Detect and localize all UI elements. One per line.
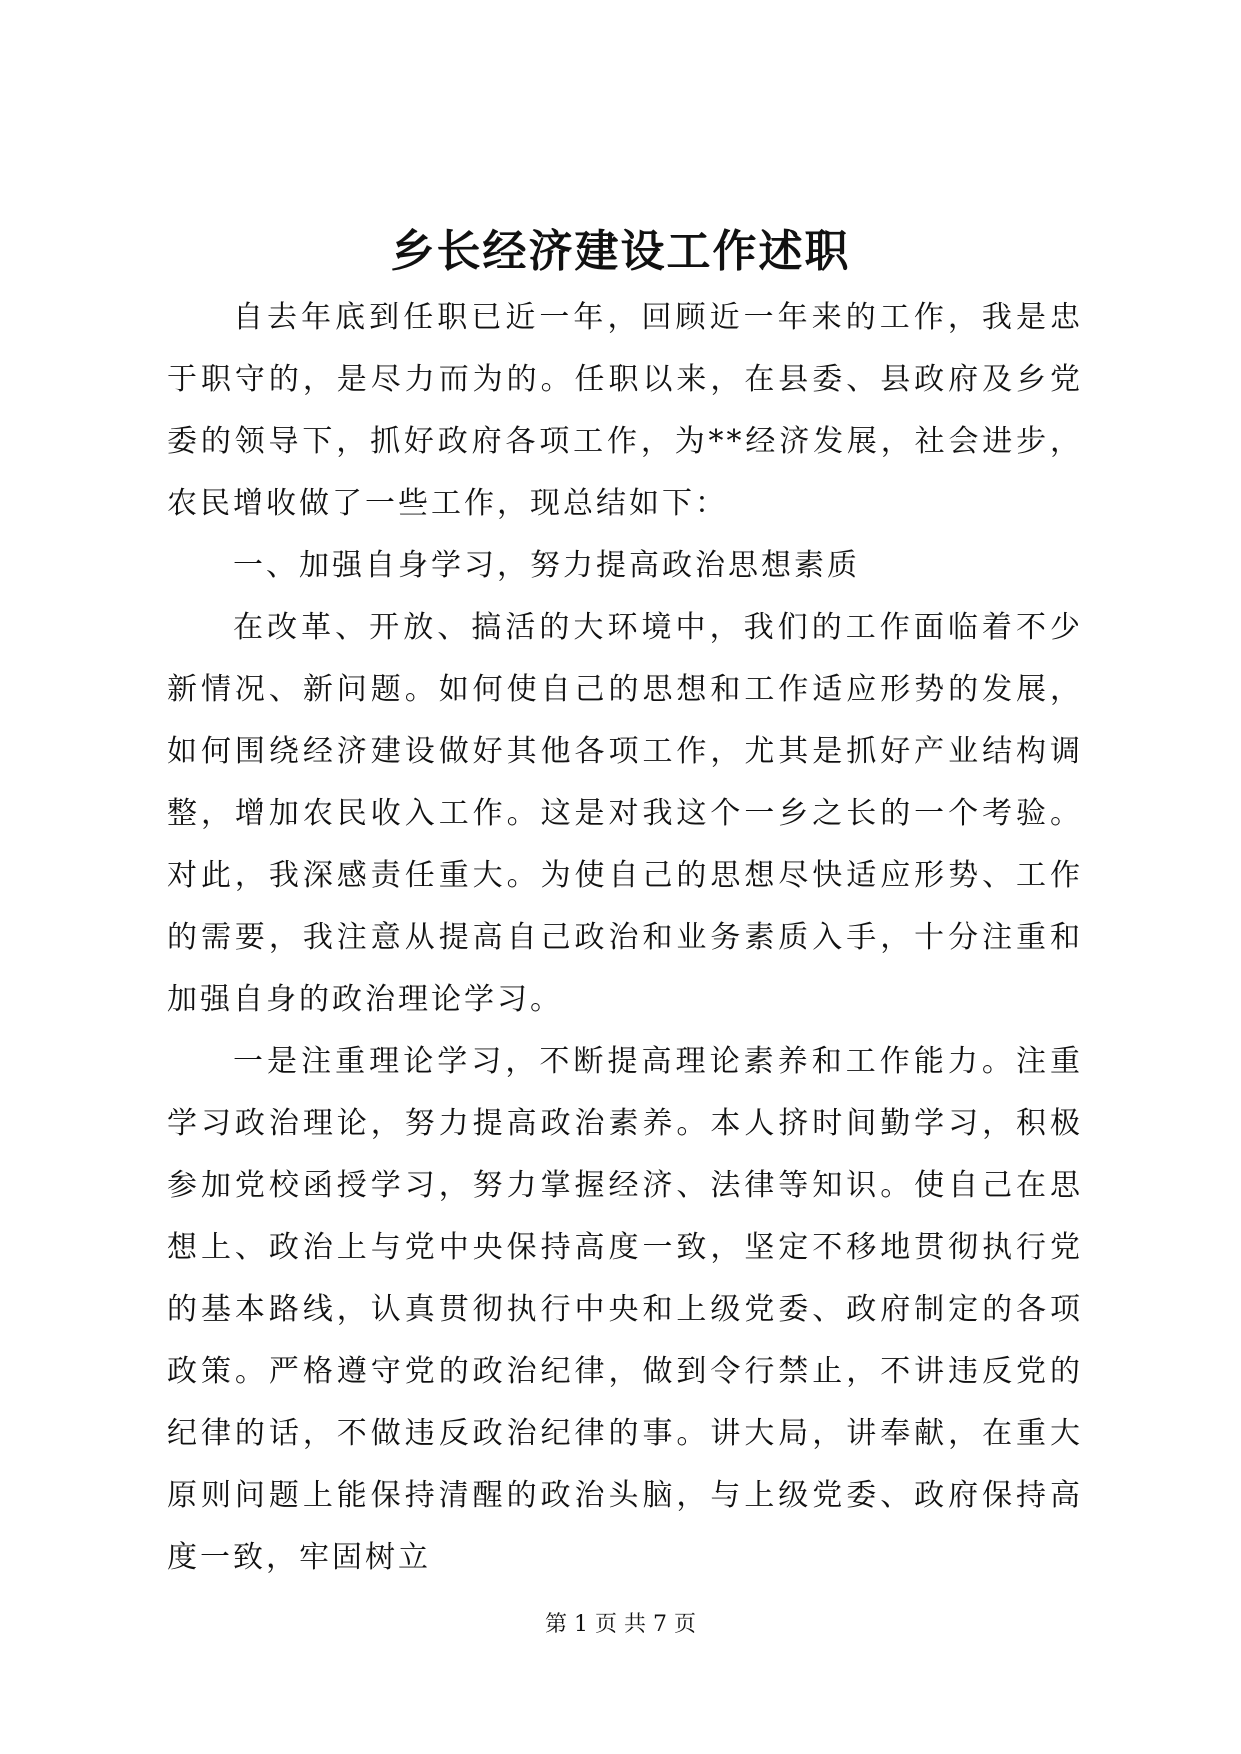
document-body	[167, 287, 1083, 1589]
paragraph-intro: 自去年底到任职已近一年，回顾近一年来的工作，我是忠于职守的，是尽力而为的。任职以来，在县委、县政府及乡党委的领导下，抓好政府各项工作，为**经济发展，社会进步，农民增收做了一些工作，现总结如下：	[167, 300, 1083, 521]
document-title: 乡长经济建设工作述职	[390, 226, 851, 277]
section-heading: 一、加强自身学习，努力提高政治思想素质	[233, 548, 860, 583]
paragraph-context: 在改革、开放、搞活的大环境中，我们的工作面临着不少新情况、新问题。如何使自己的思想和工作适应形势的发展，如何围绕经济建设做好其他各项工作，尤其是抓好产业结构调整，增加农民收入工作。这是对我这个一乡之长的一个考验。对此，我深感责任重大。为使自己的思想尽快适应形势、工作的需要，我注意从提高自己政治和业务素质入手，十分注重和加强自身的政治理论学习。	[167, 610, 1083, 1017]
paragraph-theory-study: 一是注重理论学习，不断提高理论素养和工作能力。注重学习政治理论，努力提高政治素养。本人挤时间勤学习，积极参加党校函授学习，努力掌握经济、法律等知识。使自己在思想上、政治上与党中央保持高度一致，坚定不移地贯彻执行党的基本路线，认真贯彻执行中央和上级党委、政府制定的各项政策。严格遵守党的政治纪律，做到令行禁止，不讲违反党的纪律的话，不做违反政治纪律的事。讲大局，讲奉献，在重大原则问题上能保持清醒的政治头脑，与上级党委、政府保持高度一致，牢固树立	[167, 1044, 1083, 1575]
page-number-footer: 第 1 页 共 7 页	[545, 1612, 696, 1637]
